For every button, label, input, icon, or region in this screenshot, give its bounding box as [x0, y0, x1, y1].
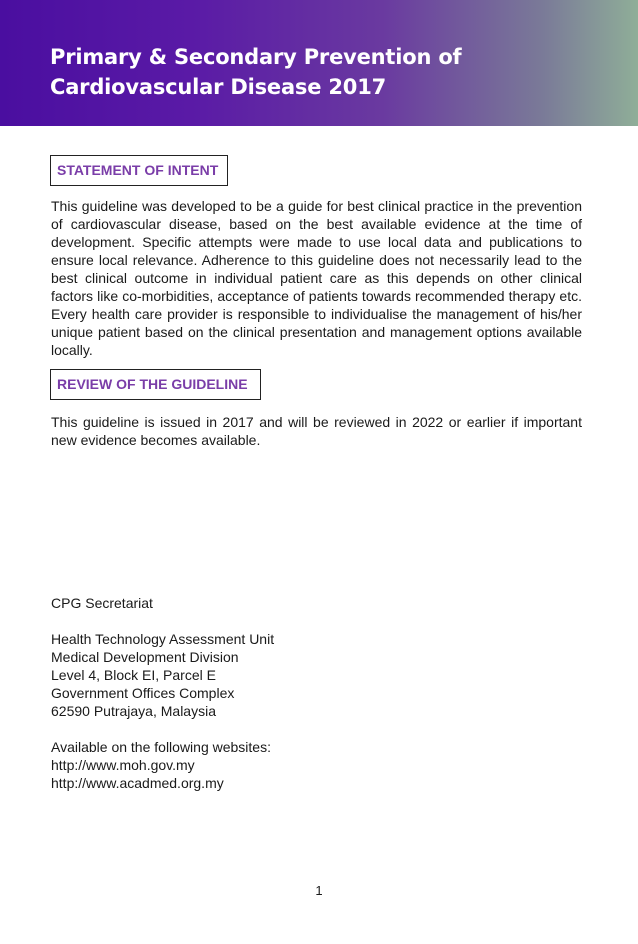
address-line: 62590 Putrajaya, Malaysia	[51, 703, 216, 719]
statement-of-intent-paragraph: This guideline was developed to be a guide for best clinical practice in the prevention of cardiovascular disease, based on the best available evidence at the time of development. Specific attempts were made to use local data and publications to ensure local relevance. Adherence to this guideline does not necessarily lead to the best clinical outcome in individual patient care as this depends on other clinical factors like co-morbidities, acceptance of patients towards recommended therapy etc. Every health care provider is responsible to individualise the management of his/her unique patient based on the clinical presentation and management options available locally.	[51, 198, 582, 358]
websites-label: Available on the following websites:	[51, 739, 271, 755]
website-link-acadmed[interactable]: http://www.acadmed.org.my	[51, 775, 224, 791]
review-of-guideline-paragraph: This guideline is issued in 2017 and will be reviewed in 2022 or earlier if important new evidence becomes available.	[51, 414, 582, 448]
section-heading-review-of-guideline: REVIEW OF THE GUIDELINE	[50, 369, 261, 400]
secretariat-contact-block	[51, 594, 451, 792]
address-line: Level 4, Block EI, Parcel E	[51, 667, 216, 683]
header-band	[0, 0, 638, 126]
secretariat-title: CPG Secretariat	[51, 595, 153, 611]
section-heading-statement-of-intent: STATEMENT OF INTENT	[50, 155, 228, 186]
address-line: Government Offices Complex	[51, 685, 235, 701]
address-line: Health Technology Assessment Unit	[51, 631, 275, 647]
website-link-moh[interactable]: http://www.moh.gov.my	[51, 757, 195, 773]
document-title: Primary & Secondary Prevention of Cardiovascular Disease 2017	[50, 45, 462, 99]
address-line: Medical Development Division	[51, 649, 239, 665]
page-number: 1	[315, 883, 323, 898]
